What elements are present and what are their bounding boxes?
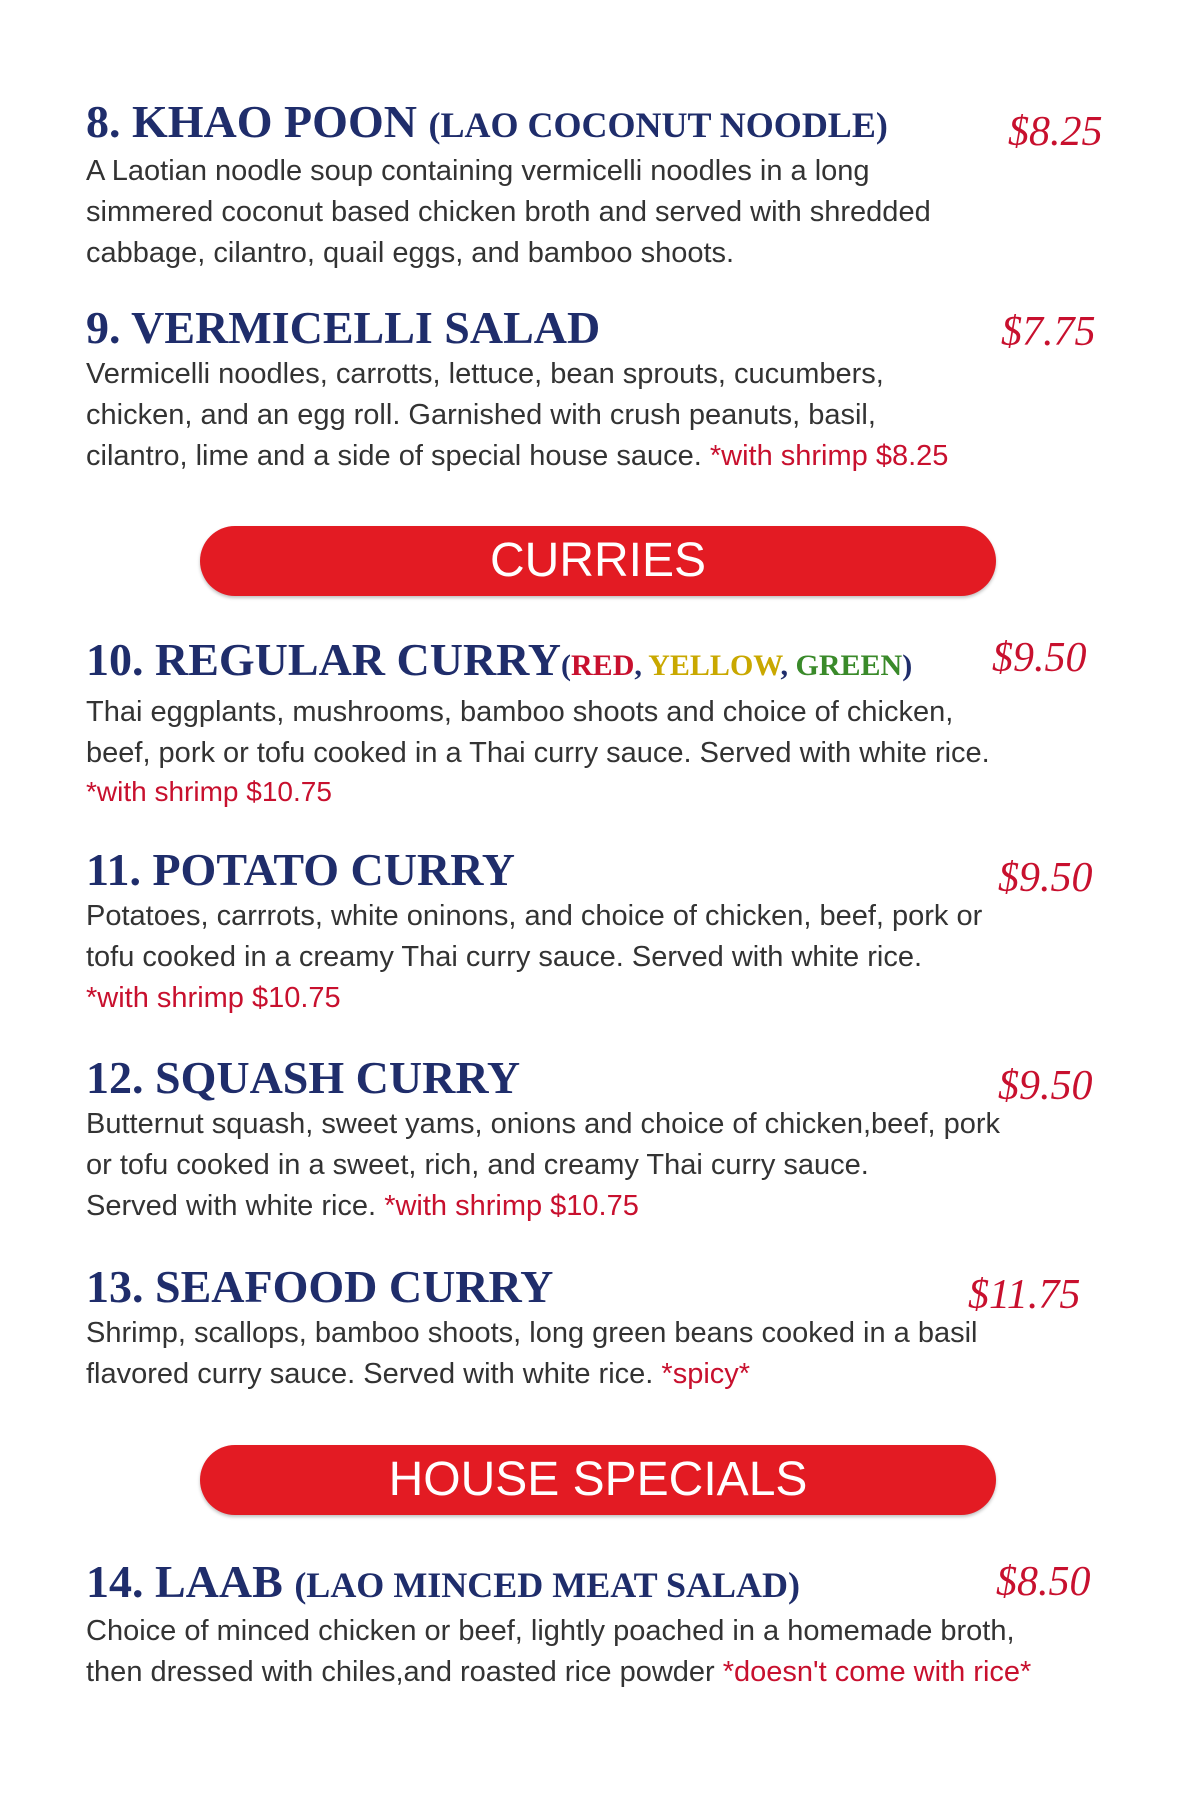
desc-line: beef, pork or tofu cooked in a Thai curry sauce. Served with white rice. — [86, 737, 990, 769]
item-title — [86, 96, 1126, 151]
item-subtitle: (LAO MINCED MEAT SALAD) — [294, 1565, 800, 1605]
item-description — [86, 151, 1126, 274]
item-description — [86, 1104, 1126, 1227]
item-name: 14. LAAB — [86, 1556, 283, 1607]
color-red: RED — [571, 649, 635, 682]
desc-line: Thai eggplants, mushrooms, bamboo shoots and choice of chicken, — [86, 696, 954, 728]
shrimp-note: *with shrimp $8.25 — [709, 440, 949, 472]
curry-colors: (RED, YELLOW, GREEN) — [561, 649, 913, 682]
item-price: $7.75 — [1001, 309, 1096, 355]
shrimp-note: *with shrimp $10.75 — [384, 1190, 639, 1222]
desc-text: Served with white rice. — [86, 1190, 377, 1222]
spicy-note: *spicy* — [661, 1358, 751, 1390]
desc-line: Choice of minced chicken or beef, lightly poached in a homemade broth, — [86, 1615, 1015, 1647]
item-price: $9.50 — [998, 855, 1093, 901]
shrimp-note: *with shrimp $10.75 — [86, 776, 332, 807]
desc-line: chicken, and an egg roll. Garnished with crush peanuts, basil, — [86, 399, 876, 431]
menu-item-potato-curry — [86, 844, 1126, 1019]
desc-line: tofu cooked in a creamy Thai curry sauce. Served with white rice. — [86, 941, 923, 973]
desc-line — [86, 436, 1126, 477]
item-price: $9.50 — [998, 1063, 1093, 1109]
item-price: $11.75 — [968, 1272, 1081, 1318]
paren: ( — [561, 649, 572, 682]
desc-text: cilantro, lime and a side of special house sauce. — [86, 440, 702, 472]
item-description — [86, 1611, 1126, 1693]
desc-line: Shrimp, scallops, bamboo shoots, long green beans cooked in a basil — [86, 1317, 978, 1349]
item-name: 8. KHAO POON — [86, 96, 417, 147]
item-price: $8.50 — [996, 1559, 1091, 1605]
item-name: 10. REGULAR CURRY — [86, 634, 562, 685]
item-description — [86, 692, 1126, 810]
desc-line: or tofu cooked in a sweet, rich, and creamy Thai curry sauce. — [86, 1149, 869, 1181]
menu-item-khao-poon — [86, 96, 1126, 274]
item-subtitle: (LAO COCONUT NOODLE) — [428, 105, 888, 145]
color-yellow: YELLOW — [648, 649, 781, 682]
desc-line: simmered coconut based chicken broth and served with shredded — [86, 196, 931, 228]
no-rice-note: *doesn't come with rice* — [722, 1656, 1032, 1688]
item-description — [86, 896, 1126, 1019]
menu-item-squash-curry — [86, 1052, 1126, 1227]
desc-line — [86, 1186, 1126, 1227]
section-banner-curries: CURRIES — [200, 526, 996, 596]
menu-item-laab — [86, 1556, 1126, 1693]
desc-line: Vermicelli noodles, carrotts, lettuce, bean sprouts, cucumbers, — [86, 358, 884, 390]
desc-line — [86, 1354, 1126, 1395]
item-price: $9.50 — [992, 635, 1087, 681]
desc-line: A Laotian noodle soup containing vermicelli noodles in a long — [86, 155, 870, 187]
desc-line: cabbage, cilantro, quail eggs, and bamboo shoots. — [86, 237, 735, 269]
menu-item-seafood-curry — [86, 1261, 1126, 1395]
paren: ) — [902, 649, 913, 682]
item-title: 11. POTATO CURRY — [86, 844, 516, 895]
desc-line: Potatoes, carrrots, white oninons, and choice of chicken, beef, pork or — [86, 900, 983, 932]
item-title: 13. SEAFOOD CURRY — [86, 1261, 554, 1312]
item-title: 9. VERMICELLI SALAD — [86, 302, 601, 353]
item-price: $8.25 — [1008, 109, 1103, 155]
section-banner-house-specials: HOUSE SPECIALS — [200, 1445, 996, 1515]
desc-line — [86, 1652, 1126, 1693]
desc-text: then dressed with chiles,and roasted rice powder — [86, 1656, 715, 1688]
item-title — [86, 1556, 1126, 1611]
menu-item-vermicelli-salad — [86, 302, 1126, 477]
desc-text: flavored curry sauce. Served with white rice. — [86, 1358, 654, 1390]
item-title — [86, 634, 1126, 692]
shrimp-note: *with shrimp $10.75 — [86, 982, 341, 1014]
color-green: GREEN — [795, 649, 903, 682]
item-description — [86, 354, 1126, 477]
item-title: 12. SQUASH CURRY — [86, 1052, 521, 1103]
desc-line: Butternut squash, sweet yams, onions and choice of chicken,beef, pork — [86, 1108, 1001, 1140]
item-description — [86, 1313, 1126, 1395]
menu-item-regular-curry — [86, 634, 1126, 810]
